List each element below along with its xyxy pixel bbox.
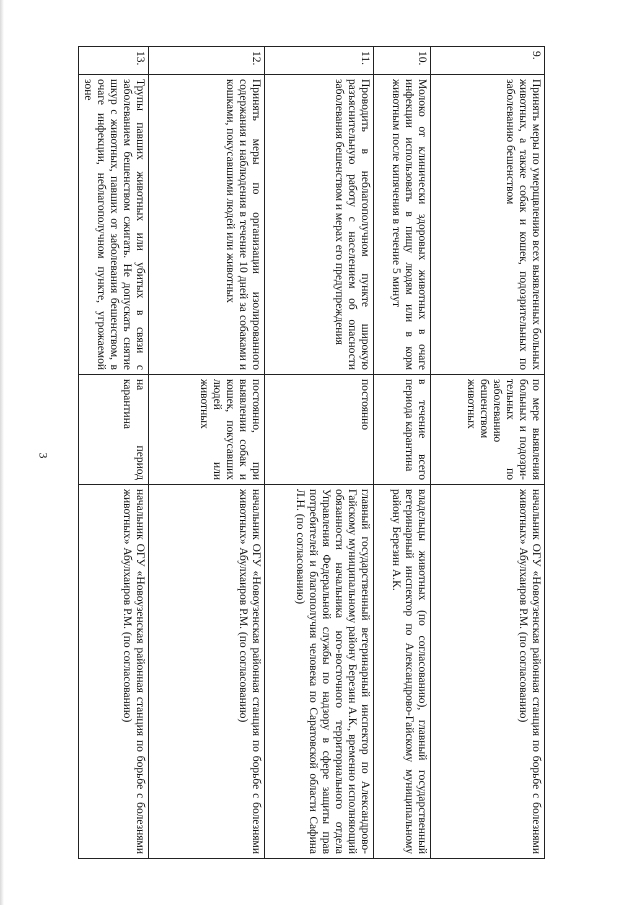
page-number: 3 — [36, 452, 51, 459]
row-number: 12. — [149, 47, 265, 75]
measures-table — [78, 46, 545, 859]
row-number: 10. — [374, 47, 431, 75]
scan-edge — [0, 0, 4, 905]
responsible-cell: начальник ОГУ «Новоузенская районная станция по борьбе с болезнями животных» Абулхаиров Р.М. (по согласованию) — [79, 485, 149, 859]
responsible-cell: владельцы животных (по согласованию), главный государственный ветеринарный инспектор по Александрово-Гайскому муниципальному району Березин А.К. — [374, 485, 431, 859]
term-cell: в течение всего периода карантина — [374, 375, 431, 485]
term-cell: на период карантина — [79, 375, 149, 485]
measure-cell: Принять меры по умерщвлению всех выявленных больных животных, а также собак и кошек, подозрительных по заболеванию бешенством — [431, 75, 545, 375]
term-cell: по мере выявления больных и подозри-тельных по заболеванию бешенством животных — [431, 375, 545, 485]
table-row — [374, 47, 431, 859]
responsible-cell: начальник ОГУ «Новоузенская районная станция по борьбе с болезнями животных» Абулхаиров Р.М. (по согласованию) — [149, 485, 265, 859]
row-number: 11. — [265, 47, 374, 75]
table-row — [79, 47, 149, 859]
responsible-cell: начальник ОГУ «Новоузенская районная станция по борьбе с болезнями животных» Абулхаиров Р.М. (по согласованию) — [431, 485, 545, 859]
table-row — [149, 47, 265, 859]
measure-cell: Проводить в неблагополучном пункте широкую разъяснительную работу с населением об опасности заболевания бешенством и мерах его предупреждения — [265, 75, 374, 375]
row-number: 13. — [79, 47, 149, 75]
table-row — [431, 47, 545, 859]
row-number: 9. — [431, 47, 545, 75]
measure-cell: Принять меры по организации изолированного содержания и наблюдения в течение 10 дней за собаками и кошками, покусавшими людей или животных — [149, 75, 265, 375]
measure-cell: Трупы павших животных или убитых в связи с заболеванием бешенством сжигать. Не допускать снятие шкур с животных, павших от заболевания бешенством, в очаге инфекции, неблагополучном пункте, угрожаемой зоне — [79, 75, 149, 375]
table-row — [265, 47, 374, 859]
measure-cell: Молоко от клинически здоровых животных в очаге инфекции использовать в пищу людям или в корм животным после кипячения в течение 5 минут — [374, 75, 431, 375]
rotated-table-wrapper — [80, 46, 545, 858]
term-cell: постоянно — [265, 375, 374, 485]
term-cell: постоянно, при выявлении собак и кошек, покусавших людей или животных — [149, 375, 265, 485]
responsible-cell: главный государственный ветеринарный инспектор по Александрово-Гайскому муниципальному району Березин А.К., временно исполняющий обязанности начальника юго-восточного территориального отдела Управления Федеральной службы по надзору в сфере защиты прав потребителей и благополучия человека по Саратовской области Сафина Л.Н. (по согласованию) — [265, 485, 374, 859]
